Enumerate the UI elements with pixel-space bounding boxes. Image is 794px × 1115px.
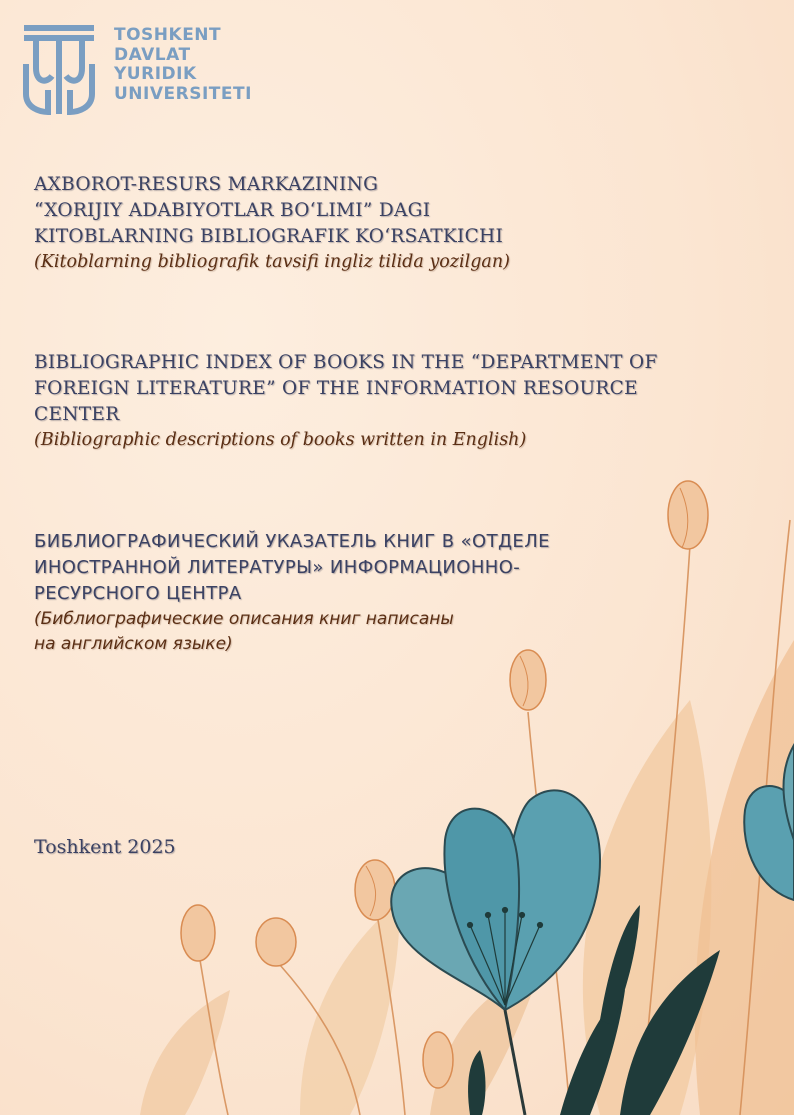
subtitle: (Bibliographic descriptions of books written in English): [34, 430, 527, 450]
title-line: БИБЛИОГРАФИЧЕСКИЙ УКАЗАТЕЛЬ КНИГ В «ОТДЕЛЕ: [34, 531, 550, 552]
leaf-shape: [300, 900, 400, 1115]
university-name-line: UNIVERSITETI: [114, 83, 252, 104]
university-name: [114, 26, 252, 104]
title-line: KITOBLARNING BIBLIOGRAFIK KOʻRSATKICHI: [34, 226, 504, 247]
title-line: FOREIGN LITERATURE” OF THE INFORMATION RESOURCE: [34, 378, 638, 399]
university-name-line: DAVLAT: [114, 44, 191, 65]
bud-shape: [256, 918, 296, 966]
title-block-uzbek: [34, 172, 510, 275]
subtitle: (Библиографические описания книг написаны: [34, 609, 454, 629]
subtitle: на английском языке): [34, 634, 233, 654]
university-name-line: YURIDIK: [114, 64, 197, 84]
bud-shape: [181, 905, 215, 961]
city-year: Toshkent 2025: [34, 836, 176, 858]
title-line: РЕСУРСНОГО ЦЕНТРА: [34, 583, 242, 604]
title-block-russian: [34, 529, 550, 657]
title-line: BIBLIOGRAPHIC INDEX OF BOOKS IN THE “DEPARTMENT OF: [34, 352, 658, 373]
title-line: ИНОСТРАННОЙ ЛИТЕРАТУРЫ» ИНФОРМАЦИОННО-: [34, 557, 521, 578]
title-line: CENTER: [34, 404, 120, 425]
university-name-line: TOSHKENT: [114, 25, 222, 45]
bud-shape: [423, 1032, 453, 1088]
subtitle: (Kitoblarning bibliografik tavsifi ingliz tilida yozilgan): [34, 252, 510, 272]
title-line: “XORIJIY ADABIYOTLAR BOʻLIMI” DAGI: [34, 200, 431, 221]
university-logo-icon: [22, 24, 96, 116]
title-line: AXBOROT-RESURS MARKAZINING: [34, 174, 379, 195]
title-block-english: [34, 350, 658, 453]
